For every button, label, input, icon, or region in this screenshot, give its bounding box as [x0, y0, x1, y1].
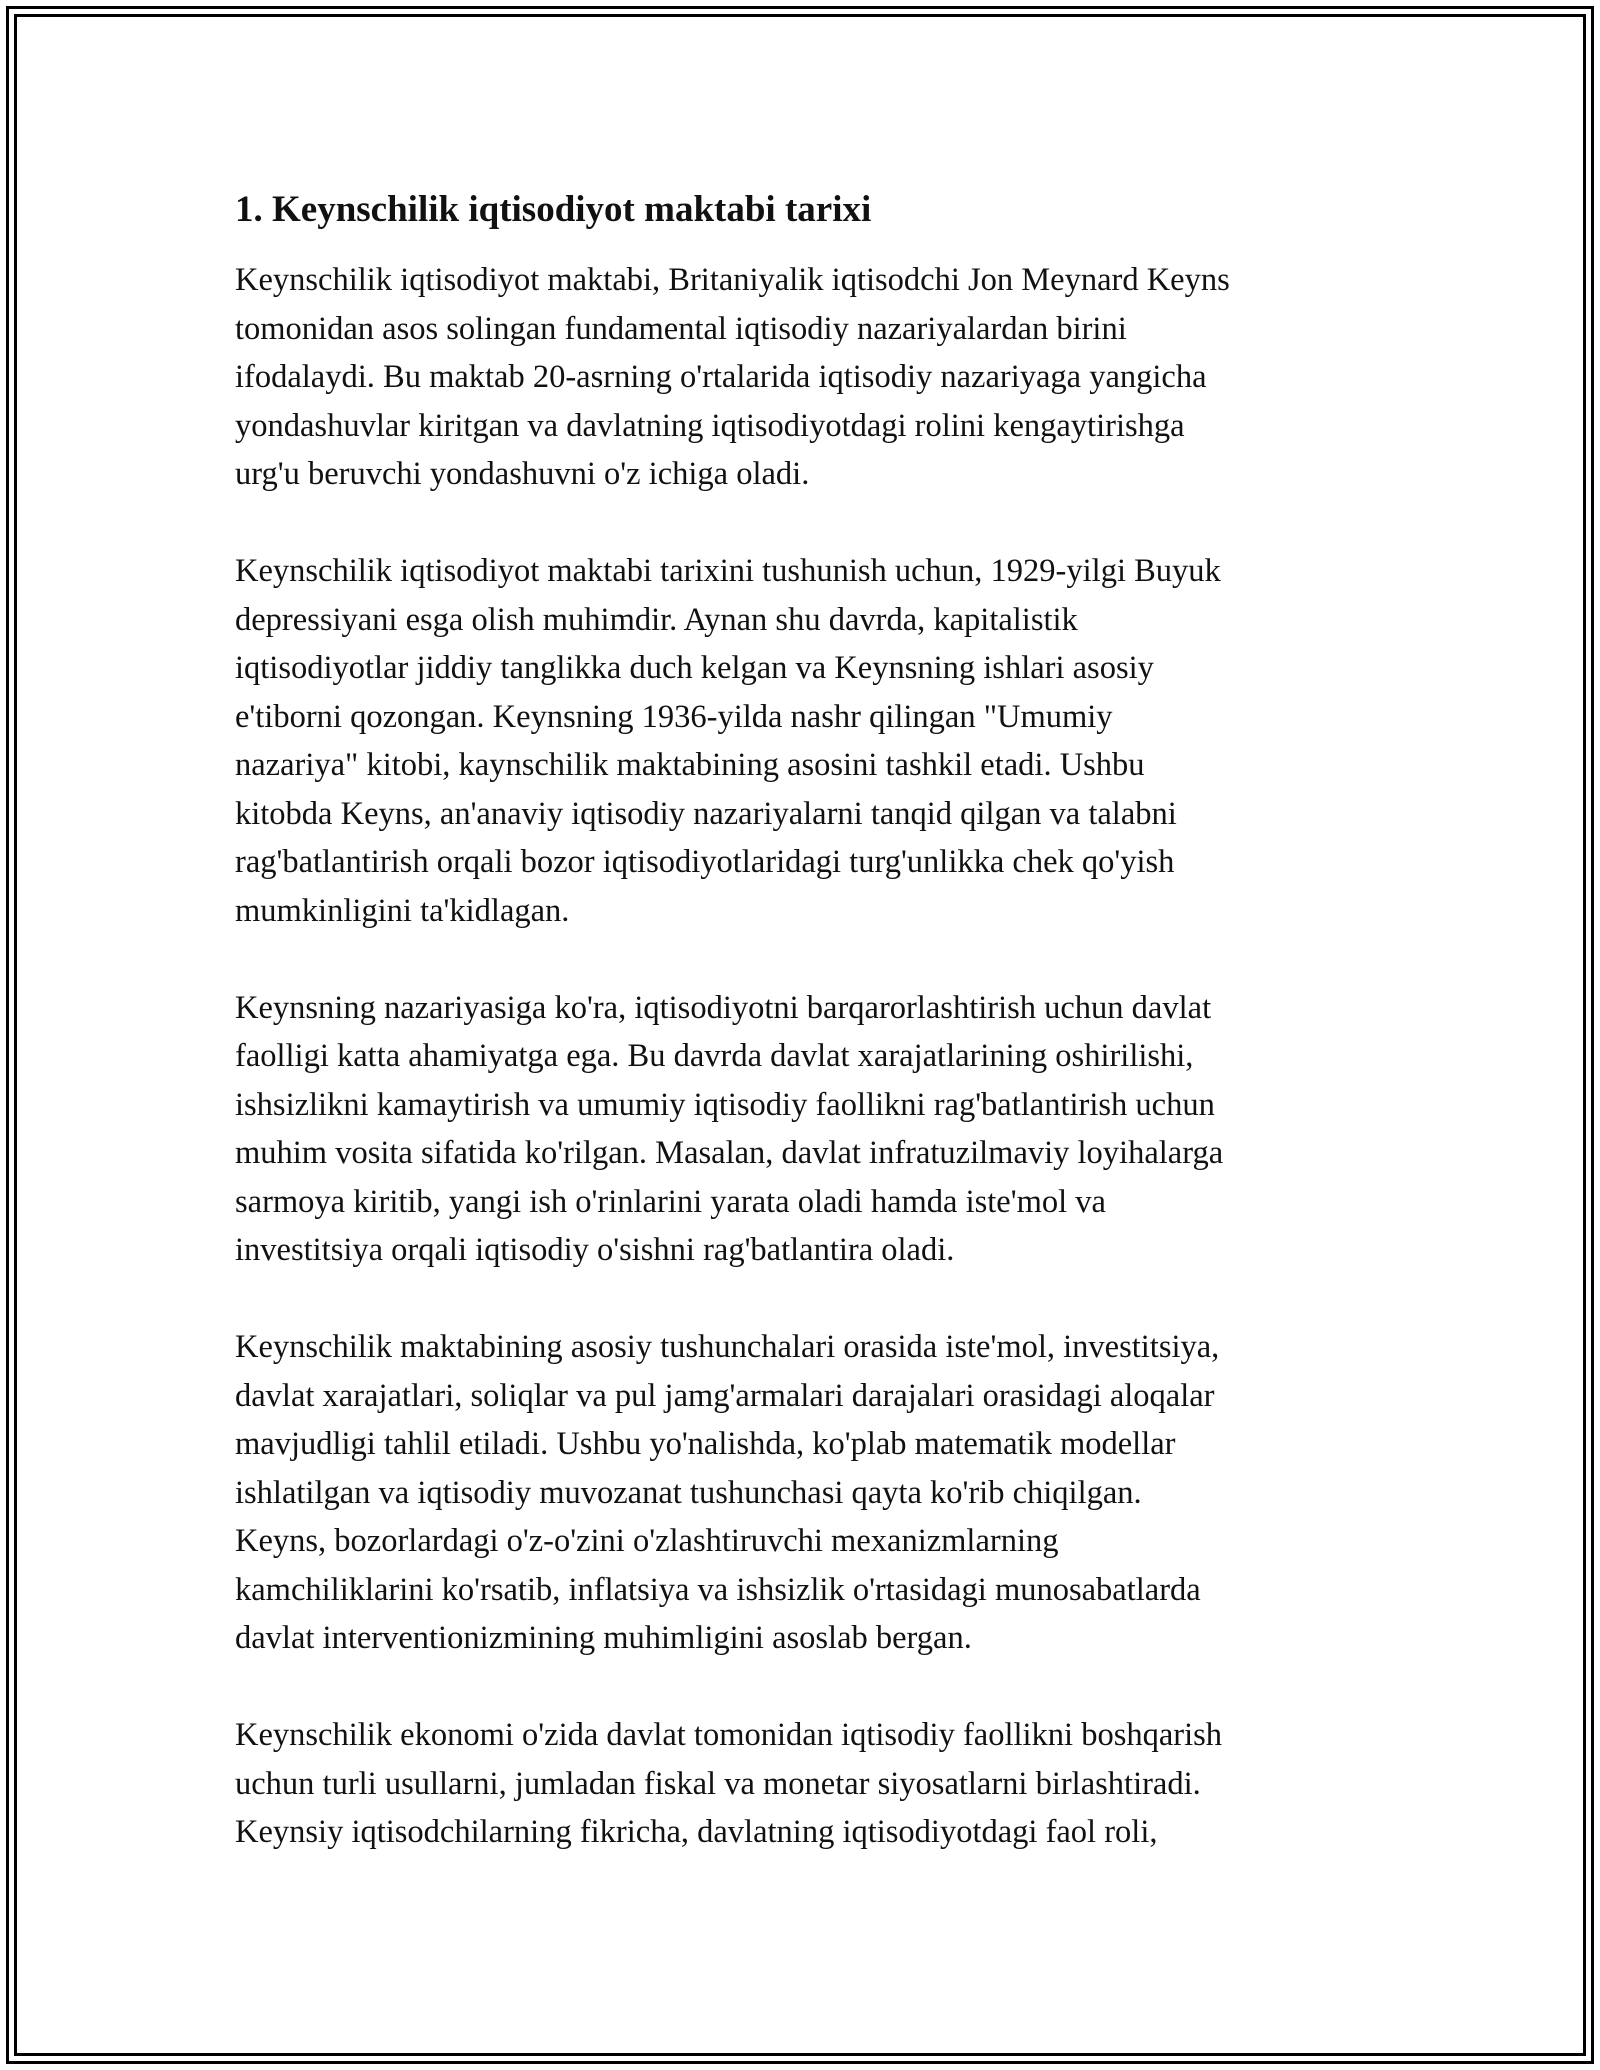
paragraph-4: Keynschilik maktabining asosiy tushunchalari orasida iste'mol, investitsiya, davlat xarajatlari, soliqlar va pul jamg'armalari darajalari orasidagi aloqalar mavjudligi tahlil etiladi. Ushbu yo'nalishda, ko'plab matematik modellar ishlatilgan va iqtisodiy muvozanat tushunchasi qayta ko'rib chiqilgan. Keyns, bozorlardagi o'z-o'zini o'zlashtiruvchi mexanizmlarning kamchiliklarini ko'rsatib, inflatsiya va ishsizlik o'rtasidagi munosabatlarda davlat interventionizmining muhimligini asoslab bergan. — [235, 1329, 1220, 1656]
document-body — [235, 186, 1375, 1905]
paragraph-3: Keynsning nazariyasiga ko'ra, iqtisodiyotni barqarorlashtirish uchun davlat faolligi katta ahamiyatga ega. Bu davrda davlat xarajatlarining oshirilishi, ishsizlikni kamaytirish va umumiy iqtisodiy faollikni rag'batlantirish uchun muhim vosita sifatida ko'rilgan. Masalan, davlat infratuzilmaviy loyihalarga sarmoya kiritib, yangi ish o'rinlarini yarata oladi hamda iste'mol va investitsiya orqali iqtisodiy o'sishni rag'batlantira oladi. — [235, 989, 1224, 1268]
paragraph-1: Keynschilik iqtisodiyot maktabi, Britaniyalik iqtisodchi Jon Meynard Keyns tomonidan asos solingan fundamental iqtisodiy nazariyalardan birini ifodalaydi. Bu maktab 20-asrning o'rtalarida iqtisodiy nazariyaga yangicha yondashuvlar kiritgan va davlatning iqtisodiyotdagi rolini kengaytirishga urg'u beruvchi yondashuvni o'z ichiga oladi. — [235, 262, 1230, 492]
paragraph-5: Keynschilik ekonomi o'zida davlat tomonidan iqtisodiy faollikni boshqarish uchun turli usullarni, jumladan fiskal va monetar siyosatlarni birlashtiradi. Keynsiy iqtisodchilarning fikricha, davlatning iqtisodiyotdagi faol roli, — [235, 1717, 1223, 1850]
paragraph-2: Keynschilik iqtisodiyot maktabi tarixini tushunish uchun, 1929-yilgi Buyuk depressiyani esga olish muhimdir. Aynan shu davrda, kapitalistik iqtisodiyotlar jiddiy tanglikka duch kelgan va Keynsning ishlari asosiy e'tiborni qozongan. Keynsning 1936-yilda nashr qilingan "Umumiy nazariya" kitobi, kaynschilik maktabining asosini tashkil etadi. Ushbu kitobda Keyns, an'anaviy iqtisodiy nazariyalarni tanqid qilgan va talabni rag'batlantirish orqali bozor iqtisodiyotlaridagi turg'unlikka chek qo'yish mumkinligini ta'kidlagan. — [235, 553, 1221, 929]
section-heading: 1. Keynschilik iqtisodiyot maktabi tarixi — [235, 189, 872, 230]
